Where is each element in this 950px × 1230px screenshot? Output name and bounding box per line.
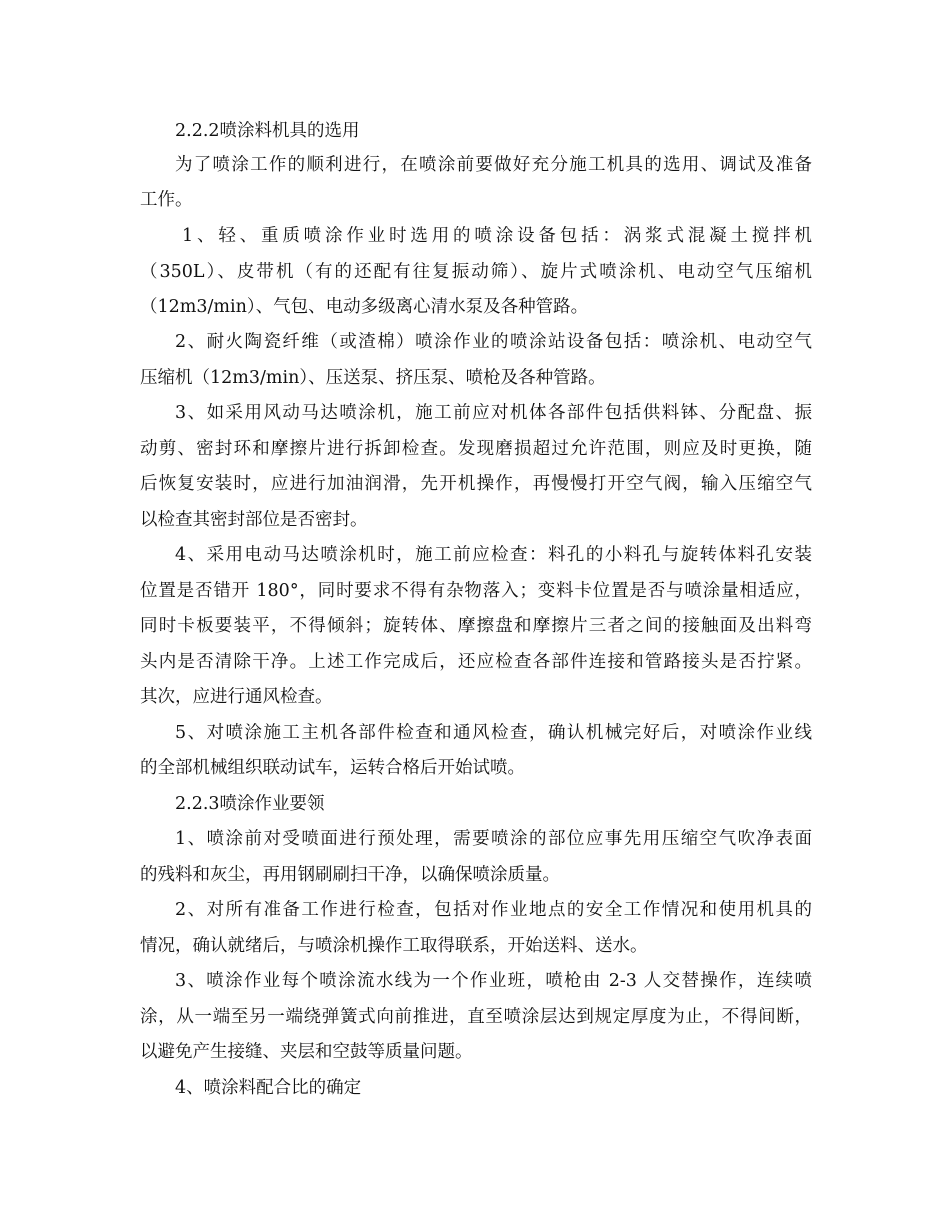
- paragraph-line: 3、如采用风动马达喷涂机，施工前应对机体各部件包括供料钵、分配盘、振: [175, 403, 812, 423]
- paragraph-line: 4、喷涂料配合比的确定: [175, 1078, 362, 1098]
- section-heading: 2.2.3喷涂作业要领: [175, 794, 325, 814]
- paragraph-line: 4、采用电动马达喷涂机时，施工前应检查：料孔的小料孔与旋转体料孔安装: [175, 545, 812, 565]
- paragraph-line: 压缩机（12m3/min）、压送泵、挤压泵、喷枪及各种管路。: [140, 368, 606, 388]
- section-heading: 2.2.2喷涂料机具的选用: [175, 121, 360, 141]
- paragraph-line: 头内是否清除干净。上述工作完成后，还应检查各部件连接和管路接头是否拧紧。: [140, 652, 812, 672]
- paragraph-line: 位置是否错开 180°，同时要求不得有杂物落入；变料卡位置是否与喷涂量相适应，: [140, 581, 812, 601]
- paragraph-line: 以避免产生接缝、夹层和空鼓等质量问题。: [140, 1042, 473, 1062]
- paragraph-line: 3、喷涂作业每个喷涂流水线为一个作业班，喷枪由 2-3 人交替操作，连续喷: [175, 971, 812, 991]
- paragraph-line: 涂，从一端至另一端绕弹簧式向前推进，直至喷涂层达到规定厚度为止，不得间断，: [140, 1007, 812, 1027]
- paragraph-line: 1、轻、重质喷涂作业时选用的喷涂设备包括：涡浆式混凝土搅拌机: [182, 226, 812, 246]
- paragraph-line: 5、对喷涂施工主机各部件检查和通风检查，确认机械完好后，对喷涂作业线: [175, 723, 812, 743]
- paragraph-line: 的全部机械组织联动试车，运转合格后开始试喷。: [140, 758, 525, 778]
- paragraph-line: 以检查其密封部位是否密封。: [140, 510, 368, 530]
- paragraph-line: 的残料和灰尘，再用钢刷刷扫干净，以确保喷涂质量。: [140, 865, 560, 885]
- paragraph-line: 动剪、密封环和摩擦片进行拆卸检查。发现磨损超过允许范围，则应及时更换，随: [140, 439, 812, 459]
- paragraph-line: 情况，确认就绪后，与喷涂机操作工取得联系，开始送料、送水。: [140, 936, 648, 956]
- paragraph-line: 为了喷涂工作的顺利进行，在喷涂前要做好充分施工机具的选用、调试及准备: [175, 155, 812, 175]
- paragraph-line: 后恢复安装时，应进行加油润滑，先开机操作，再慢慢打开空气阀，输入压缩空气: [140, 474, 812, 494]
- paragraph-line: 其次，应进行通风检查。: [140, 687, 333, 707]
- paragraph-line: 2、耐火陶瓷纤维（或渣棉）喷涂作业的喷涂站设备包括：喷涂机、电动空气: [175, 332, 812, 352]
- paragraph-line: （12m3/min）、气包、电动多级离心清水泵及各种管路。: [140, 297, 589, 317]
- paragraph-line: 2、对所有准备工作进行检查，包括对作业地点的安全工作情况和使用机具的: [175, 900, 812, 920]
- paragraph-line: （350L）、皮带机（有的还配有往复振动筛）、旋片式喷涂机、电动空气压缩机: [140, 262, 812, 282]
- paragraph-line: 同时卡板要装平，不得倾斜；旋转体、摩擦盘和摩擦片三者之间的接触面及出料弯: [140, 616, 812, 636]
- paragraph-line: 工作。: [140, 190, 193, 210]
- paragraph-line: 1、喷涂前对受喷面进行预处理，需要喷涂的部位应事先用压缩空气吹净表面: [175, 829, 812, 849]
